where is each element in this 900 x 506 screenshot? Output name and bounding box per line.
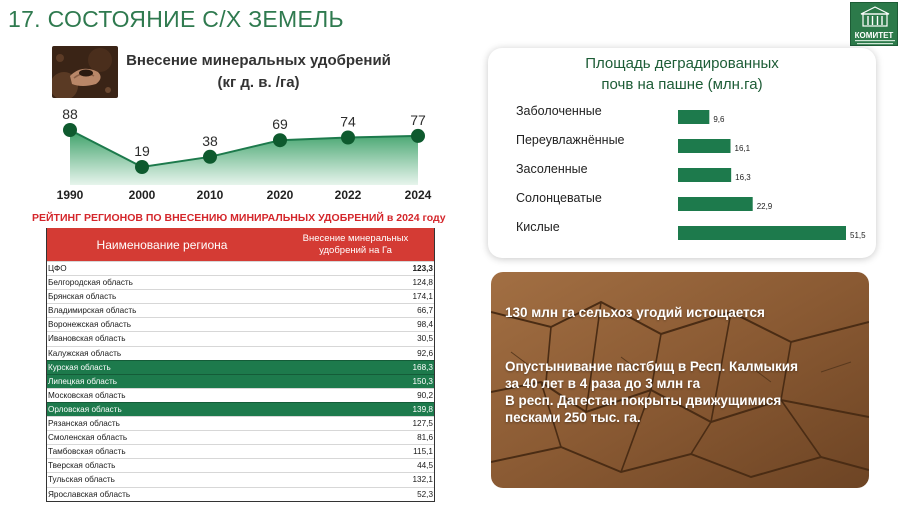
table-row — [47, 331, 434, 345]
data-label: 74 — [340, 113, 356, 130]
region-value: 174,1 — [412, 292, 433, 302]
region-value: 44,5 — [417, 461, 433, 471]
category-label: Переувлажнённые — [516, 133, 625, 147]
region-name: Воронежская область — [48, 320, 132, 330]
data-point — [135, 160, 149, 174]
region-name: Ивановская область — [48, 334, 126, 344]
region-value: 150,3 — [412, 376, 433, 386]
table-row — [47, 472, 434, 486]
region-name: Тамбовская область — [48, 447, 126, 457]
region-name: Брянская область — [48, 292, 117, 302]
region-value: 115,1 — [413, 447, 433, 457]
x-tick-label: 2000 — [128, 188, 156, 202]
bar-value-label: 16,3 — [735, 173, 751, 182]
region-name: Калужская область — [48, 348, 122, 358]
table-row — [47, 289, 434, 303]
page-title: 17. СОСТОЯНИЕ С/Х ЗЕМЕЛЬ — [8, 6, 344, 32]
data-label: 88 — [62, 106, 78, 122]
desertification-text-block — [505, 358, 798, 426]
region-value: 124,8 — [412, 278, 433, 288]
column-header-value: Внесение минеральных удобрений на Га — [302, 232, 409, 256]
region-value: 132,1 — [412, 475, 433, 485]
region-name: Рязанская область — [48, 419, 120, 429]
table-header — [47, 228, 434, 261]
desertification-line: за 40 лет в 4 раза до 3 млн га — [505, 376, 701, 391]
bar — [678, 139, 731, 153]
table-row — [47, 303, 434, 317]
region-name: Тульская область — [48, 475, 115, 485]
table-row — [47, 430, 434, 444]
category-label: Солонцеватые — [516, 191, 602, 205]
data-point — [63, 123, 77, 137]
bar — [678, 168, 731, 182]
logo-subtitle-lines — [852, 40, 898, 45]
degraded-soils-title — [488, 53, 876, 95]
table-row — [47, 487, 434, 501]
bar-value-label: 9,6 — [713, 115, 725, 124]
table-row — [47, 388, 434, 402]
table-row — [47, 346, 434, 360]
bar — [678, 197, 753, 211]
region-name: Ярославская область — [48, 489, 131, 499]
soil-hands-photo — [52, 46, 118, 98]
region-value: 90,2 — [417, 390, 433, 400]
bar-value-label: 51,5 — [850, 231, 866, 240]
table-row — [47, 402, 434, 416]
table-row — [47, 275, 434, 289]
x-tick-label: 2020 — [266, 188, 294, 202]
bar-value-label: 22,9 — [756, 202, 773, 211]
table-row — [47, 360, 434, 374]
data-label: 19 — [134, 143, 150, 159]
category-label: Заболоченные — [516, 104, 602, 118]
desertification-line: Опустынивание пастбищ в Респ. Калмыкия — [505, 359, 798, 374]
table-row — [47, 374, 434, 388]
x-tick-label: 2022 — [334, 188, 362, 202]
table-row — [47, 261, 434, 275]
region-value: 139,8 — [412, 404, 433, 414]
fertilizer-title-line2: (кг д. в. /га) — [217, 74, 300, 91]
region-value: 127,5 — [412, 419, 433, 429]
parliament-building-icon — [860, 6, 890, 28]
region-rating-table — [46, 228, 435, 502]
bar — [678, 226, 846, 240]
desertification-line: песками 250 тыс. га. — [505, 410, 641, 425]
region-name: ЦФО — [48, 264, 67, 273]
region-name: Московская область — [48, 390, 126, 400]
region-name: Владимирская область — [48, 306, 137, 316]
region-name: Липецкая область — [48, 376, 117, 386]
desertification-photo-card — [491, 272, 869, 488]
region-value: 98,4 — [417, 320, 433, 330]
table-row — [47, 416, 434, 430]
region-value: 168,3 — [412, 362, 433, 372]
region-value: 123,3 — [412, 264, 433, 273]
data-point — [411, 129, 425, 143]
region-value: 52,3 — [417, 489, 433, 499]
data-label: 77 — [410, 111, 426, 128]
fertilizer-title-line1: Внесение минеральных удобрений — [126, 52, 391, 69]
bar-value-label: 16,1 — [734, 144, 751, 153]
x-tick-label: 2024 — [404, 188, 432, 202]
fertilizer-area-chart — [40, 100, 460, 210]
data-label: 69 — [272, 116, 288, 133]
table-row — [47, 317, 434, 331]
region-value: 66,7 — [417, 306, 433, 316]
degraded-title-line1: Площадь деградированных — [585, 55, 779, 72]
degraded-title-line2: почв на пашне (млн.га) — [601, 76, 763, 93]
table-row — [47, 444, 434, 458]
category-label: Кислые — [516, 220, 560, 234]
column-header-region: Наименование региона — [96, 237, 228, 252]
region-name: Белгородская область — [48, 278, 133, 288]
x-tick-label: 1990 — [56, 188, 84, 202]
data-point — [203, 150, 217, 164]
region-value: 30,5 — [417, 334, 433, 344]
x-tick-label: 2010 — [196, 188, 224, 202]
data-label: 38 — [202, 132, 218, 149]
bar — [678, 110, 709, 124]
region-name: Курская область — [48, 362, 111, 372]
category-label: Засоленные — [516, 162, 588, 176]
table-row — [47, 458, 434, 472]
logo-text: КОМИТЕТ — [854, 31, 894, 40]
desertification-line: В респ. Дагестан покрыты движущимися — [505, 393, 782, 408]
region-name: Смоленская область — [48, 433, 128, 443]
data-point — [273, 133, 287, 147]
degraded-soils-card — [488, 48, 876, 258]
exhausted-land-text: 130 млн га сельхоз угодий истощается — [505, 305, 765, 320]
committee-logo — [850, 2, 898, 46]
region-name: Тверская область — [48, 461, 116, 471]
region-value: 81,6 — [417, 433, 433, 443]
rating-title: РЕЙТИНГ РЕГИОНОВ ПО ВНЕСЕНИЮ МИНИРАЛЬНЫХ УДОБРЕНИЙ в 2024 году — [32, 212, 446, 224]
data-point — [341, 131, 355, 145]
region-value: 92,6 — [417, 348, 433, 358]
fertilizer-chart-title — [126, 50, 391, 94]
region-name: Орловская область — [48, 404, 122, 414]
